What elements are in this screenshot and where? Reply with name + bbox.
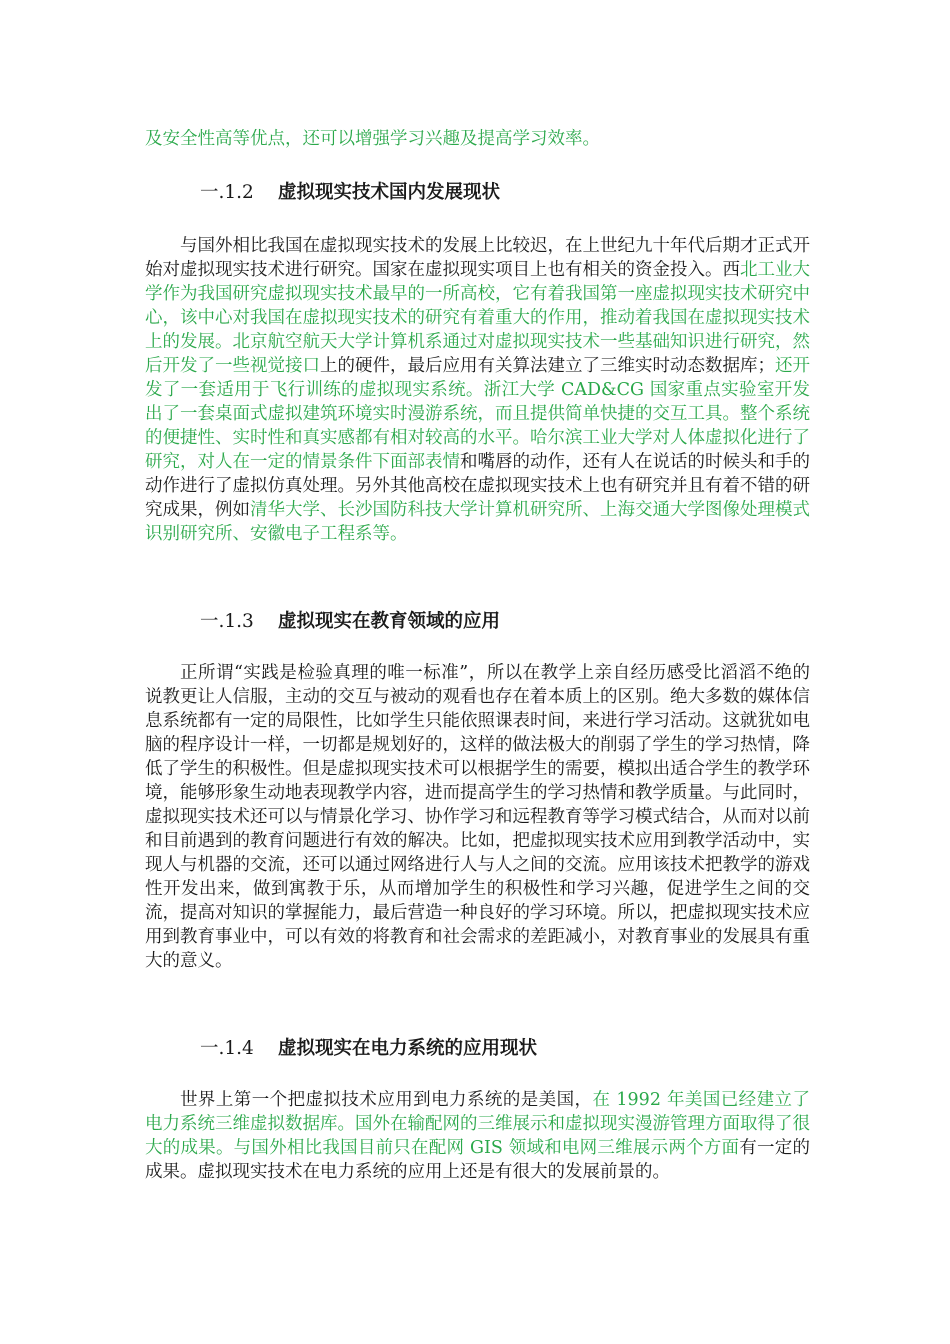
text-run: 与国外相比我国在虚拟现实技术的发展上比较迟，在上世纪九十年代后期才正式开始对虚拟现实技术进行研究。国家在虚拟现实项目上也有相关的资金投入。西	[145, 236, 810, 280]
highlighted-text-run: 清华大学、长沙国防科技大学计算机研究所、上海交通大学图像处理模式识别研究所、安徽电子工程系等。	[145, 500, 810, 544]
section-title: 虚拟现实在电力系统的应用现状	[278, 1038, 538, 1059]
highlighted-text-run: 在 1992 年美国已经建立了电力系统三维虚拟数据库。国外在输配网的三维展示和虚拟现实漫游管理方面取得了很大的成果。与国外相比我国目前只在配网 GIS 领域和电网三维展示两个方面	[145, 1090, 810, 1158]
text-run: 和嘴唇的动作，还有人在说话的时候头和手的动作进行了虚拟仿真处理。另外其他高校在虚拟现实技术上也有研究并且有着不错的研究成果，例如	[145, 452, 810, 520]
highlighted-text-run: 还开发了一套适用于飞行训练的虚拟现实系统。浙江大学 CAD&CG 国家重点实验室开发出了一套桌面式虚拟建筑环境实时漫游系统，而且提供简单快捷的交互工具。整个系统的便捷性、实时性和真实感都有相对较高的水平。哈尔滨工业大学对人体虚拟化进行了研究，对人在一定的情景条件下面部表情	[145, 356, 810, 472]
section-number: 一.1.4	[200, 1038, 254, 1059]
section-heading-1-1-3	[200, 609, 500, 635]
text-run: 有一定的成果。虚拟现实技术在电力系统的应用上还是有很大的发展前景的。	[145, 1138, 810, 1182]
paragraph-power-system-application	[145, 1088, 810, 1184]
section-number: 一.1.3	[200, 611, 254, 632]
text-run: 世界上第一个把虚拟技术应用到电力系统的是美国，	[180, 1090, 593, 1110]
highlighted-text-run: 北工业大学作为我国研究虚拟现实技术最早的一所高校，它有着我国第一座虚拟现实技术研究中心，该中心对我国在虚拟现实技术的研究有着重大的作用，推动着我国在虚拟现实技术上的发展。北京航空航天大学计算机系通过对虚拟现实技术一些基础知识进行研究，然后开发了一些视觉接口	[145, 260, 810, 376]
section-title: 虚拟现实技术国内发展现状	[278, 182, 501, 203]
section-number: 一.1.2	[200, 182, 254, 203]
section-heading-1-1-4	[200, 1036, 537, 1062]
paragraph-domestic-development	[145, 234, 810, 546]
text-run: 上的硬件，最后应用有关算法建立了三维实时动态数据库；	[320, 356, 775, 376]
section-title: 虚拟现实在教育领域的应用	[278, 611, 501, 632]
section-heading-1-1-2	[200, 180, 500, 206]
paragraph-education-application: 正所谓“实践是检验真理的唯一标准”，所以在教学上亲自经历感受比滔滔不绝的说教更让人信服，主动的交互与被动的观看也存在着本质上的区别。绝大多数的媒体信息系统都有一定的局限性，比如学生只能依照课表时间，来进行学习活动。这就犹如电脑的程序设计一样，一切都是规划好的，这样的做法极大的削弱了学生的学习热情，降低了学生的积极性。但是虚拟现实技术可以根据学生的需要，模拟出适合学生的教学环境，能够形象生动地表现教学内容，进而提高学生的学习热情和教学质量。与此同时，虚拟现实技术还可以与情景化学习、协作学习和远程教育等学习模式结合，从而对以前和目前遇到的教育问题进行有效的解决。比如，把虚拟现实技术应用到教学活动中，实现人与机器的交流，还可以通过网络进行人与人之间的交流。应用该技术把教学的游戏性开发出来，做到寓教于乐，从而增加学生的积极性和学习兴趣，促进学生之间的交流，提高对知识的掌握能力，最后营造一种良好的学习环境。所以，把虚拟现实技术应用到教育事业中，可以有效的将教育和社会需求的差距减小，对教育事业的发展具有重大的意义。	[145, 663, 810, 971]
top-fragment-paragraph: 及安全性高等优点，还可以增强学习兴趣及提高学习效率。	[145, 129, 600, 149]
